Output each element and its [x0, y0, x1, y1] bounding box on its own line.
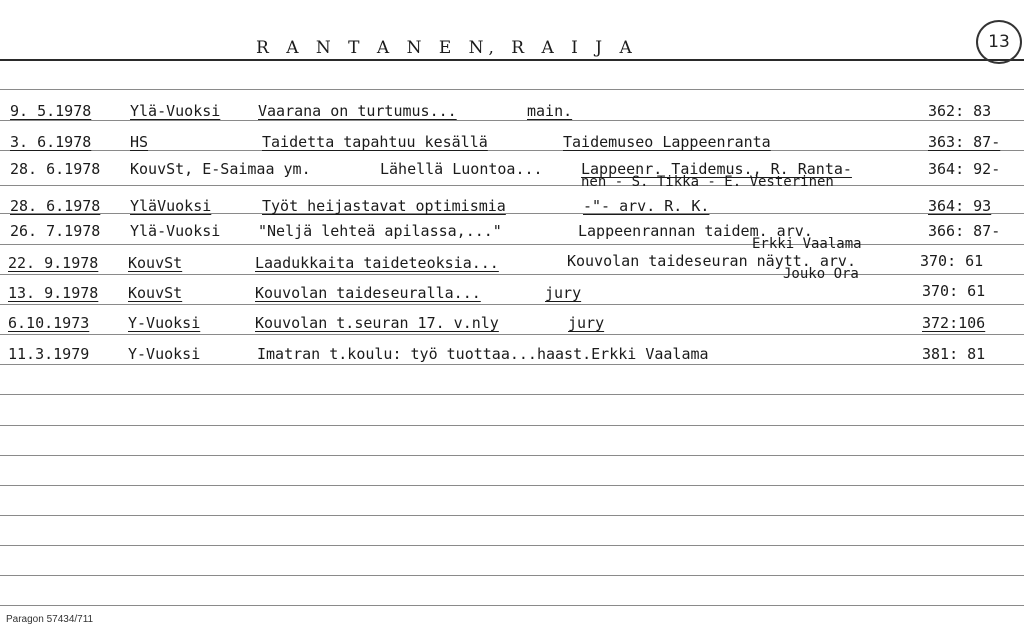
entry-title: Kouvolan taideseuralla... — [255, 284, 481, 302]
entry-source: Y-Vuoksi — [128, 345, 201, 363]
entry-title: Vaarana on turtumus... — [258, 102, 457, 120]
ruled-line — [0, 334, 1024, 335]
ruled-line — [0, 89, 1024, 90]
entry-note-continued: nen - S. Tikka - E. Vesterinen — [581, 174, 834, 190]
entry-note-continued: Erkki Vaalama — [752, 236, 862, 252]
entry-ref: 362: 83 — [928, 102, 992, 120]
ruled-line — [0, 515, 1024, 516]
entry-ref: 366: 87- — [928, 222, 1001, 240]
entry-date: 28. 6.1978 — [10, 197, 101, 215]
entry-title: Työt heijastavat optimismia — [262, 197, 506, 215]
ruled-line — [0, 185, 1024, 186]
entry-ref: 364: 93 — [928, 197, 992, 215]
entry-ref: 370: 61 — [922, 282, 986, 300]
heading-rule — [0, 59, 1024, 61]
entry-source: KouvSt — [128, 284, 183, 302]
entry-source: HS — [130, 133, 149, 151]
ruled-line — [0, 485, 1024, 486]
entry-note: -"- arv. R. K. — [583, 197, 710, 215]
entry-date: 28. 6.1978 — [10, 160, 101, 178]
ruled-line — [0, 545, 1024, 546]
entry-source: YläVuoksi — [130, 197, 212, 215]
ruled-line — [0, 244, 1024, 245]
entry-title: Laadukkaita taideteoksia... — [255, 254, 499, 272]
entry-note: Taidemuseo Lappeenranta — [563, 133, 771, 151]
entry-ref: 363: 87- — [928, 133, 1001, 151]
entry-source: KouvSt — [128, 254, 183, 272]
entry-date: 13. 9.1978 — [8, 284, 99, 302]
ruled-line — [0, 364, 1024, 365]
entry-source: Y-Vuoksi — [128, 314, 201, 332]
page-number: 13 — [976, 20, 1022, 64]
entry-note: Lappeenr. Taidemus., R. Ranta- — [581, 160, 852, 178]
ruled-line — [0, 304, 1024, 305]
entry-ref: 381: 81 — [922, 345, 986, 363]
ruled-line — [0, 575, 1024, 576]
card-footer-imprint: Paragon 57434/711 — [6, 614, 94, 625]
ruled-line — [0, 394, 1024, 395]
entry-ref: 364: 92- — [928, 160, 1001, 178]
ruled-line — [0, 455, 1024, 456]
ruled-line — [0, 120, 1024, 121]
entry-source: KouvSt, E-Saimaa ym. — [130, 160, 311, 178]
entry-note: main. — [527, 102, 573, 120]
ruled-line — [0, 274, 1024, 275]
entry-title: Kouvolan t.seuran 17. v.nly — [255, 314, 499, 332]
entry-title: Lähellä Luontoa... — [380, 160, 543, 178]
entry-date: 9. 5.1978 — [10, 102, 92, 120]
entry-note: Kouvolan taideseuran näytt. arv. — [567, 252, 856, 270]
entry-ref: 370: 61 — [920, 252, 984, 270]
entry-title: Taidetta tapahtuu kesällä — [262, 133, 488, 151]
entry-source: Ylä-Vuoksi — [130, 102, 221, 120]
entry-note: jury — [568, 314, 605, 332]
entry-note-continued: Jouko Ora — [783, 266, 859, 282]
ruled-line — [0, 605, 1024, 606]
ruled-line — [0, 150, 1024, 151]
card-heading: R A N T A N E N, R A I J A — [256, 38, 638, 58]
entry-note: Lappeenrannan taidem. arv. — [578, 222, 813, 240]
entry-ref: 372:106 — [922, 314, 986, 332]
entry-title: Imatran t.koulu: työ tuottaa...haast.Erkki Vaalama — [257, 345, 709, 363]
entry-date: 22. 9.1978 — [8, 254, 99, 272]
entry-date: 3. 6.1978 — [10, 133, 92, 151]
ruled-line — [0, 425, 1024, 426]
entry-date: 26. 7.1978 — [10, 222, 101, 240]
entry-source: Ylä-Vuoksi — [130, 222, 221, 240]
entry-date: 6.10.1973 — [8, 314, 90, 332]
entry-note: jury — [545, 284, 582, 302]
entry-title: "Neljä lehteä apilassa,..." — [258, 222, 502, 240]
entry-date: 11.3.1979 — [8, 345, 90, 363]
